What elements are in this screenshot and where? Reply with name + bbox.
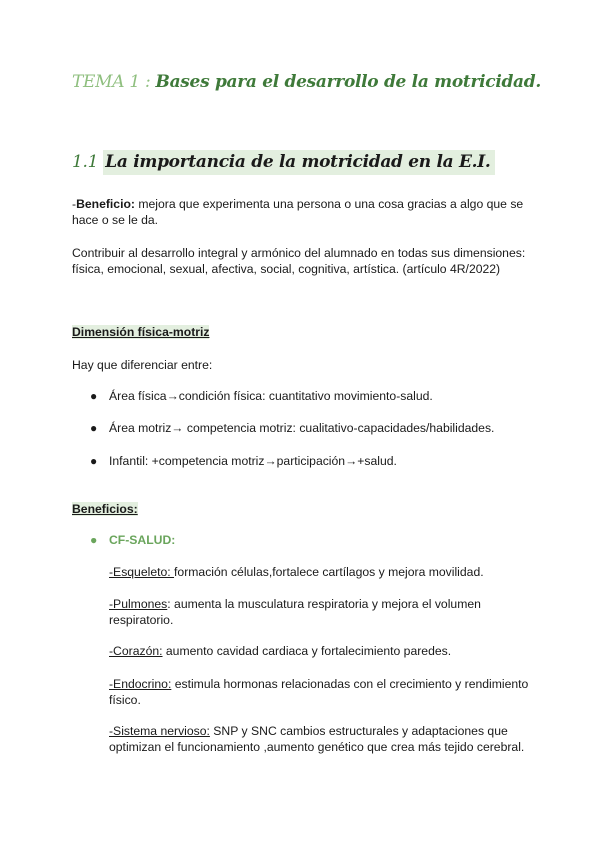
dimension-heading [72, 324, 209, 340]
beneficios-heading [72, 501, 138, 517]
benefit-label: -Pulmones [109, 597, 168, 611]
benefit-label: -Esqueleto: [109, 565, 175, 579]
benefit-label: -Corazón: [109, 644, 163, 658]
list-item-text: Infantil: +competencia motriz→participación→+salud. [109, 454, 397, 468]
dimension-heading-text: Dimensión física-motriz [72, 325, 210, 339]
benefit-label: -Endocrino: [109, 677, 172, 691]
beneficio-definition [72, 196, 532, 228]
contribuir-paragraph: Contribuir al desarrollo integral y armónico del alumnado en todas sus dimensiones: física, emocional, sexual, afectiva, social, cognitiva, artística. (artículo 4R/2022) [72, 246, 526, 276]
beneficio-text: mejora que experimenta una persona o una cosa gracias a algo que se hace o se le da. [72, 197, 524, 227]
bullet-icon: ● [90, 389, 98, 403]
section-heading [72, 152, 495, 172]
title-text: Bases para el desarrollo de la motricidad. [155, 72, 541, 92]
benefit-endocrino [109, 676, 529, 708]
benefit-text: : aumenta la musculatura respiratoria y mejora el volumen respiratorio. [109, 597, 481, 627]
title-prefix: TEMA 1 : [72, 72, 156, 92]
benefit-sistema-nervioso [109, 723, 529, 755]
benefit-corazon [109, 643, 529, 659]
section-number: 1.1 [72, 152, 104, 172]
section-title: La importancia de la motricidad en la E.I. [103, 150, 494, 175]
bullet-icon: ● [90, 533, 98, 547]
bullet-icon: ● [90, 421, 98, 435]
benefit-esqueleto [109, 564, 529, 580]
benefit-text: estimula hormonas relacionadas con el crecimiento y rendimiento físico. [109, 677, 529, 707]
dimension-intro: Hay que diferenciar entre: [72, 358, 213, 372]
bullet-icon: ● [90, 454, 98, 468]
benefit-label: -Sistema nervioso: [109, 724, 210, 738]
beneficio-label: Beneficio: [76, 197, 135, 211]
list-item-text: Área física→condición física: cuantitativo movimiento-salud. [109, 389, 433, 403]
beneficio-dash: - [72, 197, 77, 211]
benefit-pulmones [109, 596, 529, 628]
beneficios-heading-text: Beneficios: [72, 502, 138, 516]
benefit-text: aumento cavidad cardiaca y fortalecimiento paredes. [162, 644, 452, 658]
benefit-text: formación células,fortalece cartílagos y mejora movilidad. [174, 565, 484, 579]
document-title [72, 72, 541, 92]
cf-salud-label: CF-SALUD: [109, 533, 176, 547]
benefit-text: SNP y SNC cambios estructurales y adaptaciones que optimizan el funcionamiento ,aumento genético que crea más tejido cerebral. [109, 724, 525, 754]
list-item-text: Área motriz→ competencia motriz: cualitativo-capacidades/habilidades. [109, 421, 495, 435]
